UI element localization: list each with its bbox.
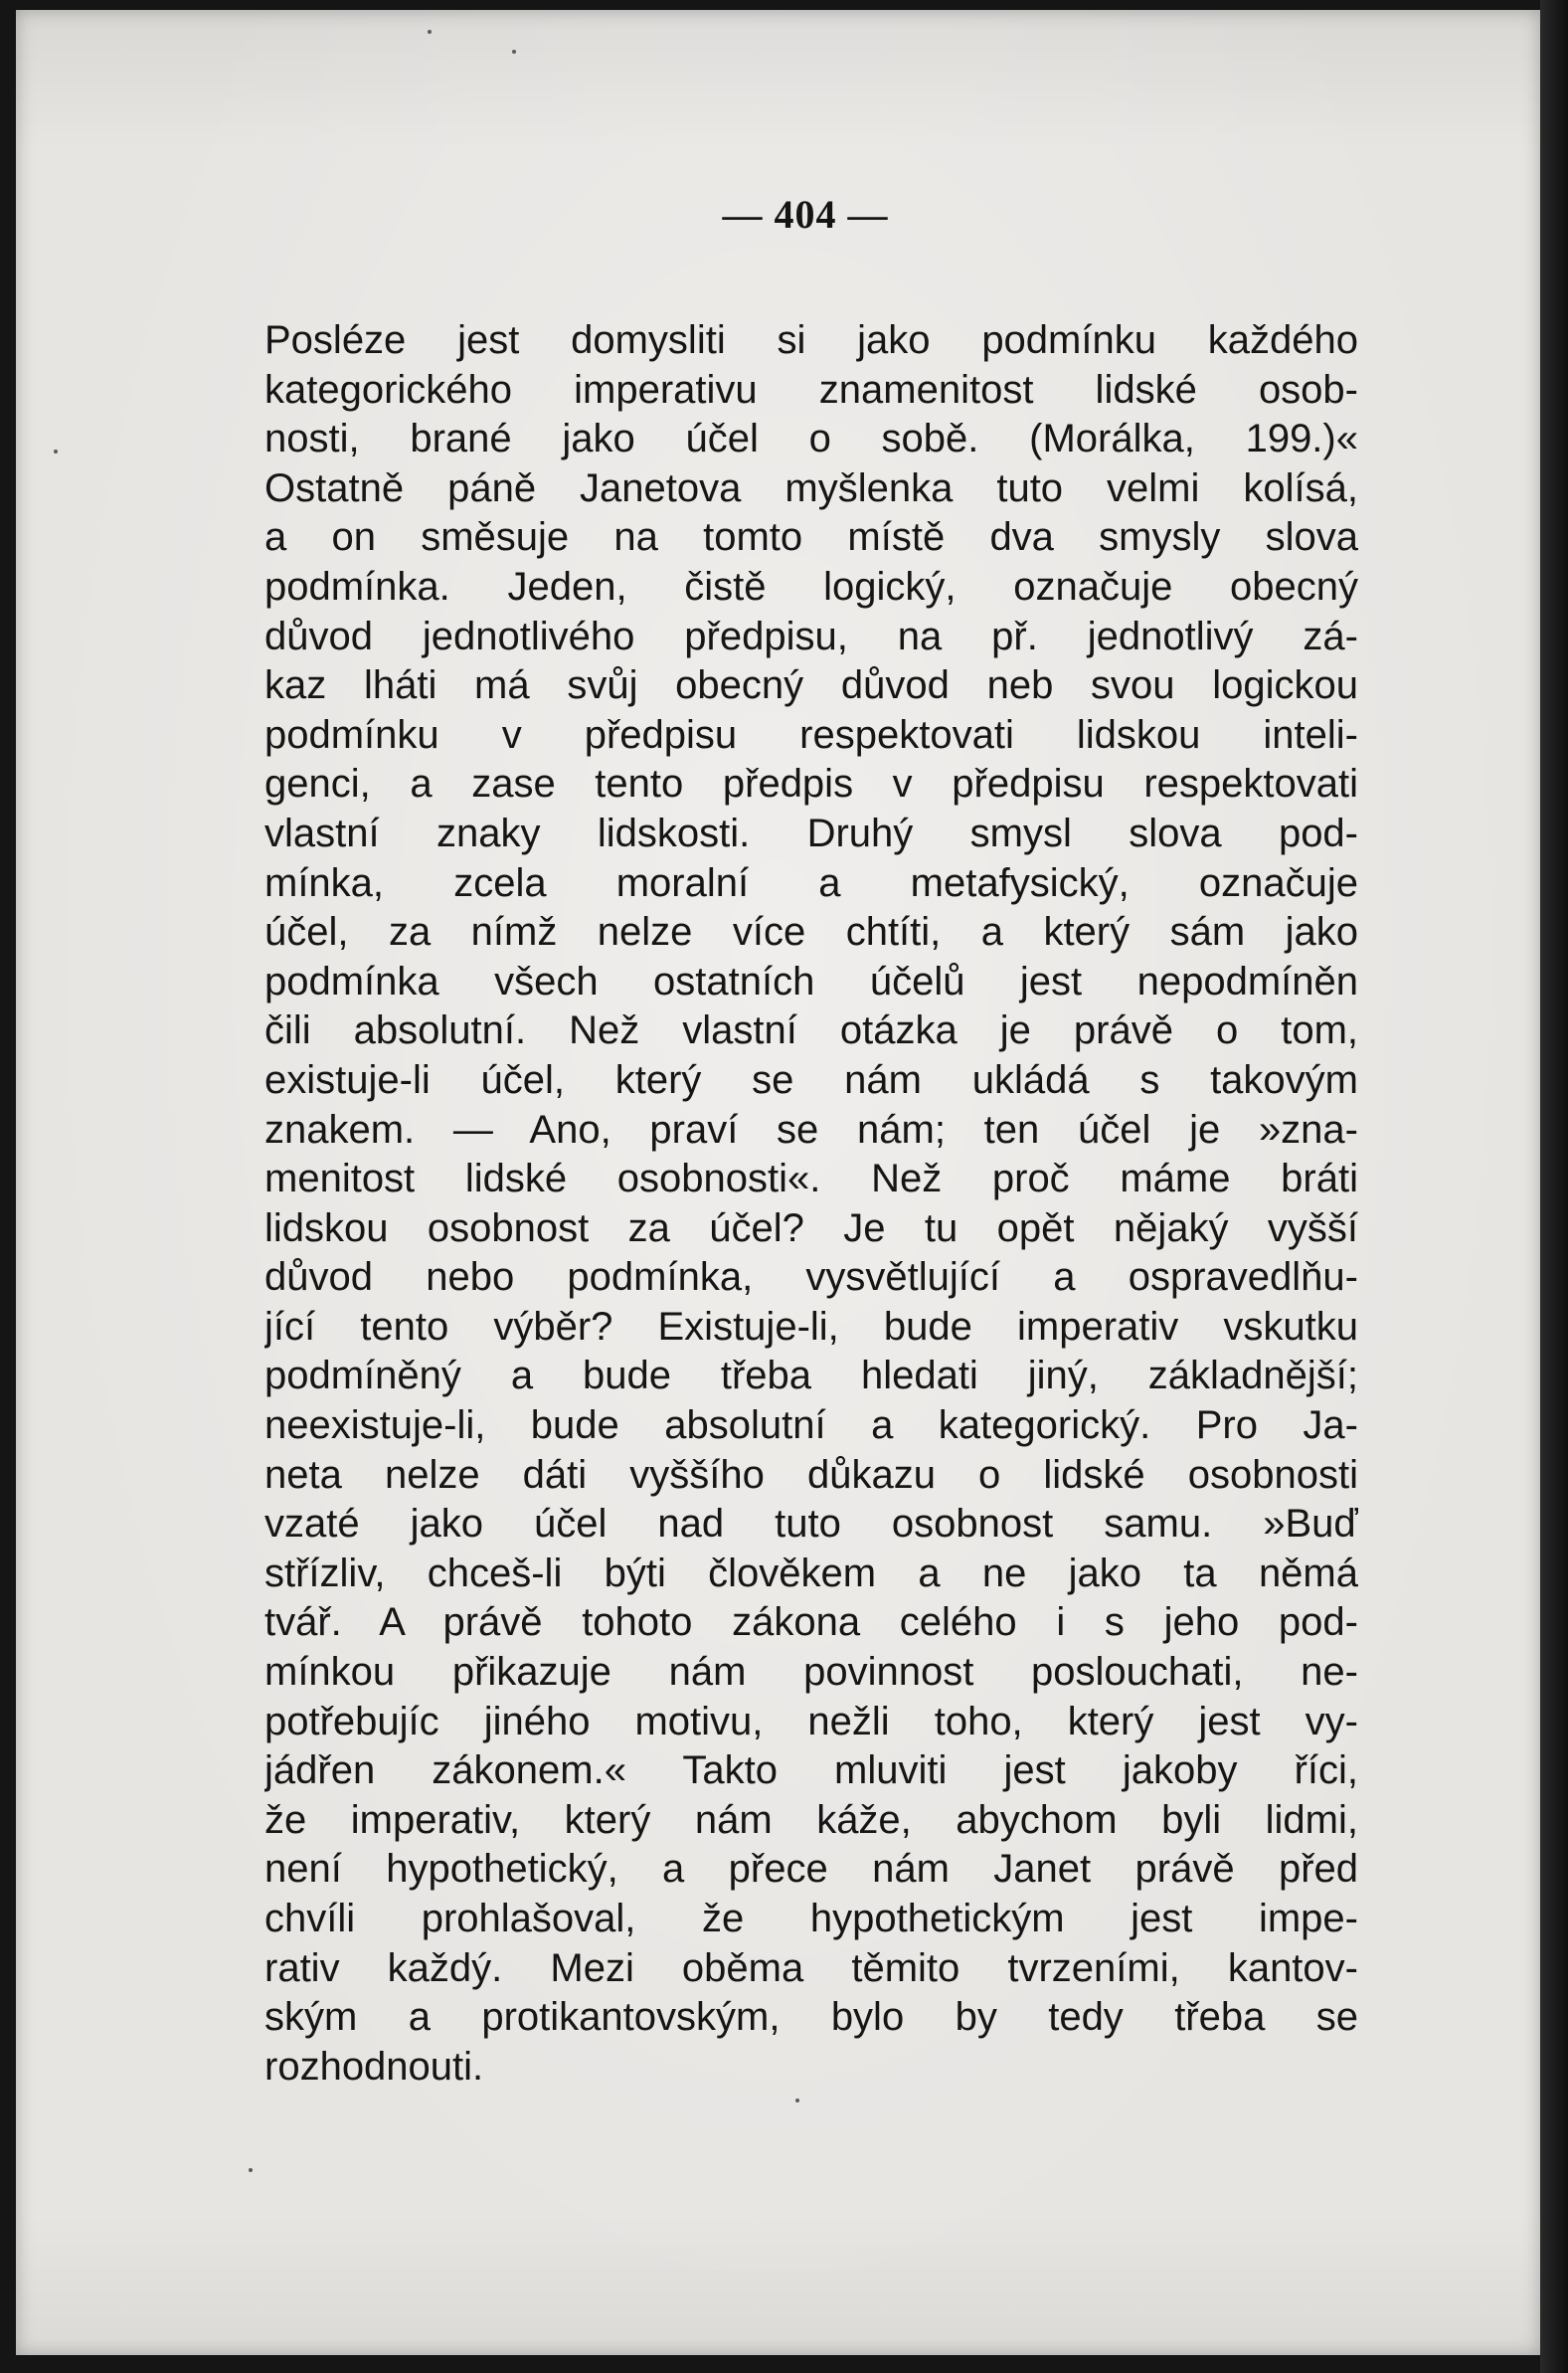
text-line: čili absolutní. Než vlastní otázka je právě o tom, (264, 1008, 1358, 1053)
text-line: podmínka. Jeden, čistě logický, označuje obecný (264, 564, 1358, 609)
text-line: nosti, brané jako účel o sobě. (Morálka, 199.)« (264, 417, 1358, 461)
text-line: účel, za nímž nelze více chtíti, a který sám jako (264, 910, 1358, 955)
text-line: ským a protikantovským, bylo by tedy třeba se (264, 1995, 1358, 2040)
text-line: neexistuje-li, bude absolutní a kategorický. Pro Ja- (264, 1403, 1358, 1448)
text-line: vlastní znaky lidskosti. Druhý smysl slova pod- (264, 811, 1358, 855)
text-line: potřebujíc jiného motivu, nežli toho, který jest vy- (264, 1699, 1358, 1743)
dust-speck (249, 2168, 253, 2172)
text-line: podmínku v předpisu respektovati lidskou inteli- (264, 712, 1358, 757)
text-line: genci, a zase tento předpis v předpisu respektovati (264, 762, 1358, 807)
text-line: rativ každý. Mezi oběma těmito tvrzeními, kantov- (264, 1945, 1358, 1990)
text-line: podmínka všech ostatních účelů jest nepodmíněn (264, 959, 1358, 1004)
text-line: chvíli prohlašoval, že hypothetickým jest impe- (264, 1897, 1358, 1940)
text-line: menitost lidské osobnosti«. Než proč máme bráti (264, 1157, 1358, 1201)
text-line: a on směsuje na tomto místě dva smysly slova (264, 515, 1358, 560)
text-line: znakem. — Ano, praví se nám; ten účel je »zna- (264, 1107, 1358, 1152)
text-line: střízliv, chceš-li býti člověkem a ne jako ta němá (264, 1551, 1358, 1595)
text-line: rozhodnouti. (264, 2044, 484, 2089)
text-line: není hypothetický, a přece nám Janet právě před (264, 1847, 1358, 1892)
text-line: jádřen zákonem.« Takto mluviti jest jakoby říci, (264, 1748, 1358, 1793)
text-line: že imperativ, který nám káže, abychom byli lidmi, (264, 1797, 1358, 1842)
text-line: vzaté jako účel nad tuto osobnost samu. »Buď (264, 1502, 1358, 1547)
body-paragraph (264, 316, 1358, 2092)
text-line: lidskou osobnost za účel? Je tu opět nějaký vyšší (264, 1205, 1358, 1250)
text-line: podmíněný a bude třeba hledati jiný, základnější; (264, 1354, 1358, 1398)
page-binding-edge (1540, 0, 1568, 2373)
dust-speck (795, 2099, 799, 2102)
text-line: jící tento výběr? Existuje-li, bude imperativ vskutku (264, 1304, 1358, 1349)
dust-speck (428, 30, 432, 34)
text-line: kategorického imperativu znamenitost lidské osob- (264, 367, 1358, 412)
dust-speck (54, 450, 58, 454)
text-line: mínka, zcela moralní a metafysický, označuje (264, 860, 1358, 905)
text-line: Posléze jest domysliti si jako podmínku každého (264, 318, 1358, 362)
text-line: Ostatně páně Janetova myšlenka tuto velmi kolísá, (264, 465, 1358, 510)
text-line: důvod nebo podmínka, vysvětlující a ospravedlňu- (264, 1255, 1358, 1300)
text-line: důvod jednotlivého předpisu, na př. jednotlivý zá- (264, 614, 1358, 658)
dust-speck (512, 50, 516, 54)
text-line: neta nelze dáti vyššího důkazu o lidské osobnosti (264, 1452, 1358, 1497)
page-number: — 404 — (722, 192, 889, 237)
text-line: mínkou přikazuje nám povinnost poslouchati, ne- (264, 1650, 1358, 1695)
text-line: existuje-li účel, který se nám ukládá s takovým (264, 1057, 1358, 1102)
text-line: kaz lháti má svůj obecný důvod neb svou logickou (264, 663, 1358, 708)
text-line: tvář. A právě tohoto zákona celého i s jeho pod- (264, 1600, 1358, 1645)
